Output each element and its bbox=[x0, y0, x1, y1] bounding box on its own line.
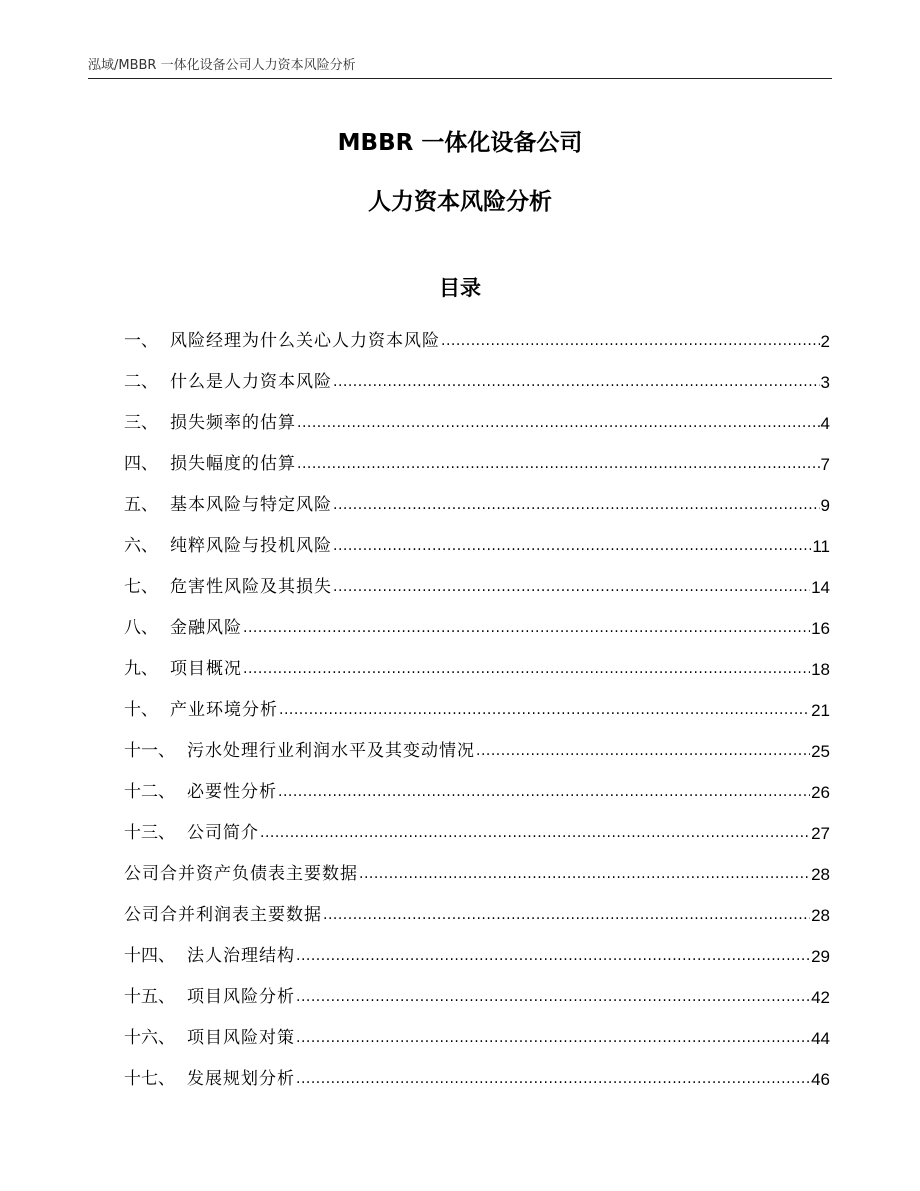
toc-entry-page-number: 29 bbox=[811, 947, 830, 966]
toc-dot-leader bbox=[297, 444, 820, 485]
toc-dot-leader bbox=[296, 936, 810, 977]
toc-entry-page-number: 28 bbox=[811, 906, 830, 925]
toc-entry-label: 项目概况 bbox=[170, 659, 242, 679]
toc-entry-page-number: 14 bbox=[811, 578, 830, 597]
toc-entry[interactable] bbox=[124, 526, 830, 567]
toc-entry-number: 一、 bbox=[124, 331, 158, 351]
toc-entry[interactable] bbox=[124, 772, 830, 813]
toc-entry-number: 八、 bbox=[124, 618, 158, 638]
toc-entry-label: 基本风险与特定风险 bbox=[170, 495, 332, 515]
toc-entry[interactable] bbox=[124, 321, 830, 362]
toc-entry-number: 五、 bbox=[124, 495, 158, 515]
toc-entry-number: 四、 bbox=[124, 454, 158, 474]
toc-dot-leader bbox=[278, 772, 810, 813]
toc-entry[interactable] bbox=[124, 936, 830, 977]
toc-entry[interactable] bbox=[124, 485, 830, 526]
toc-entry-page-number: 16 bbox=[811, 619, 830, 638]
document-title-line-1: MBBR 一体化设备公司 bbox=[337, 130, 583, 156]
toc-entry-label: 公司简介 bbox=[187, 823, 259, 843]
toc-dot-leader bbox=[296, 1059, 810, 1100]
toc-entry-page-number: 28 bbox=[811, 865, 830, 884]
toc-entry-page-number: 27 bbox=[811, 824, 830, 843]
toc-entry-label: 项目风险分析 bbox=[187, 987, 295, 1007]
toc-entry[interactable] bbox=[124, 567, 830, 608]
toc-entry[interactable] bbox=[124, 403, 830, 444]
toc-dot-leader bbox=[333, 485, 820, 526]
toc-dot-leader bbox=[279, 690, 810, 731]
toc-entry[interactable] bbox=[124, 649, 830, 690]
toc-entry-page-number: 42 bbox=[811, 988, 830, 1007]
toc-entry-page-number: 44 bbox=[811, 1029, 830, 1048]
toc-entry-label: 法人治理结构 bbox=[187, 946, 295, 966]
toc-entry-page-number: 18 bbox=[811, 660, 830, 679]
toc-entry[interactable] bbox=[124, 690, 830, 731]
toc-entry-label: 产业环境分析 bbox=[170, 700, 278, 720]
toc-entry-label: 公司合并利润表主要数据 bbox=[124, 905, 322, 925]
toc-entry[interactable] bbox=[124, 444, 830, 485]
toc-entry[interactable] bbox=[124, 895, 830, 936]
toc-entry-label: 公司合并资产负债表主要数据 bbox=[124, 864, 358, 884]
toc-entry-page-number: 2 bbox=[820, 332, 830, 351]
toc-entry-label: 损失频率的估算 bbox=[170, 413, 296, 433]
toc-entry-label: 风险经理为什么关心人力资本风险 bbox=[170, 331, 440, 351]
toc-entry-page-number: 46 bbox=[811, 1070, 830, 1089]
table-of-contents bbox=[124, 321, 830, 1100]
toc-entry-number: 十五、 bbox=[124, 987, 175, 1007]
toc-dot-leader bbox=[476, 731, 810, 772]
toc-entry-page-number: 3 bbox=[820, 373, 830, 392]
toc-entry-label: 发展规划分析 bbox=[187, 1069, 295, 1089]
toc-dot-leader bbox=[296, 1018, 810, 1059]
toc-dot-leader bbox=[243, 608, 810, 649]
toc-entry[interactable] bbox=[124, 1059, 830, 1100]
toc-entry[interactable] bbox=[124, 977, 830, 1018]
toc-dot-leader bbox=[297, 403, 820, 444]
toc-entry[interactable] bbox=[124, 731, 830, 772]
toc-entry-page-number: 11 bbox=[812, 537, 830, 556]
toc-entry[interactable] bbox=[124, 1018, 830, 1059]
toc-dot-leader bbox=[296, 977, 810, 1018]
toc-entry-label: 什么是人力资本风险 bbox=[170, 372, 332, 392]
toc-dot-leader bbox=[333, 567, 810, 608]
toc-entry-number: 十七、 bbox=[124, 1069, 175, 1089]
toc-heading: 目录 bbox=[439, 276, 481, 300]
toc-entry[interactable] bbox=[124, 854, 830, 895]
toc-entry-label: 纯粹风险与投机风险 bbox=[170, 536, 332, 556]
toc-entry-page-number: 4 bbox=[820, 414, 830, 433]
header-divider bbox=[88, 78, 832, 79]
toc-dot-leader bbox=[333, 362, 820, 403]
toc-entry-page-number: 7 bbox=[820, 455, 830, 474]
toc-dot-leader bbox=[260, 813, 810, 854]
toc-dot-leader bbox=[359, 854, 810, 895]
toc-entry-page-number: 25 bbox=[811, 742, 830, 761]
toc-entry-page-number: 9 bbox=[820, 496, 830, 515]
toc-dot-leader bbox=[333, 526, 811, 567]
toc-entry-number: 十六、 bbox=[124, 1028, 175, 1048]
toc-entry-label: 污水处理行业利润水平及其变动情况 bbox=[187, 741, 475, 761]
toc-entry[interactable] bbox=[124, 608, 830, 649]
toc-entry-label: 项目风险对策 bbox=[187, 1028, 295, 1048]
toc-entry-number: 七、 bbox=[124, 577, 158, 597]
toc-entry[interactable] bbox=[124, 813, 830, 854]
toc-entry-number: 十四、 bbox=[124, 946, 175, 966]
toc-entry-number: 十三、 bbox=[124, 823, 175, 843]
toc-entry-number: 二、 bbox=[124, 372, 158, 392]
toc-dot-leader bbox=[243, 649, 810, 690]
document-title-line-2: 人力资本风险分析 bbox=[368, 189, 552, 215]
toc-entry-number: 十一、 bbox=[124, 741, 175, 761]
toc-entry-label: 损失幅度的估算 bbox=[170, 454, 296, 474]
toc-dot-leader bbox=[441, 321, 820, 362]
toc-entry-label: 金融风险 bbox=[170, 618, 242, 638]
toc-entry-number: 九、 bbox=[124, 659, 158, 679]
toc-entry-number: 十二、 bbox=[124, 782, 175, 802]
toc-entry-number: 六、 bbox=[124, 536, 158, 556]
toc-entry-label: 危害性风险及其损失 bbox=[170, 577, 332, 597]
toc-dot-leader bbox=[323, 895, 810, 936]
toc-entry-page-number: 21 bbox=[811, 701, 830, 720]
toc-entry-label: 必要性分析 bbox=[187, 782, 277, 802]
toc-entry-page-number: 26 bbox=[811, 783, 830, 802]
toc-entry[interactable] bbox=[124, 362, 830, 403]
running-header: 泓域/MBBR 一体化设备公司人力资本风险分析 bbox=[88, 58, 356, 73]
toc-entry-number: 三、 bbox=[124, 413, 158, 433]
toc-entry-number: 十、 bbox=[124, 700, 158, 720]
